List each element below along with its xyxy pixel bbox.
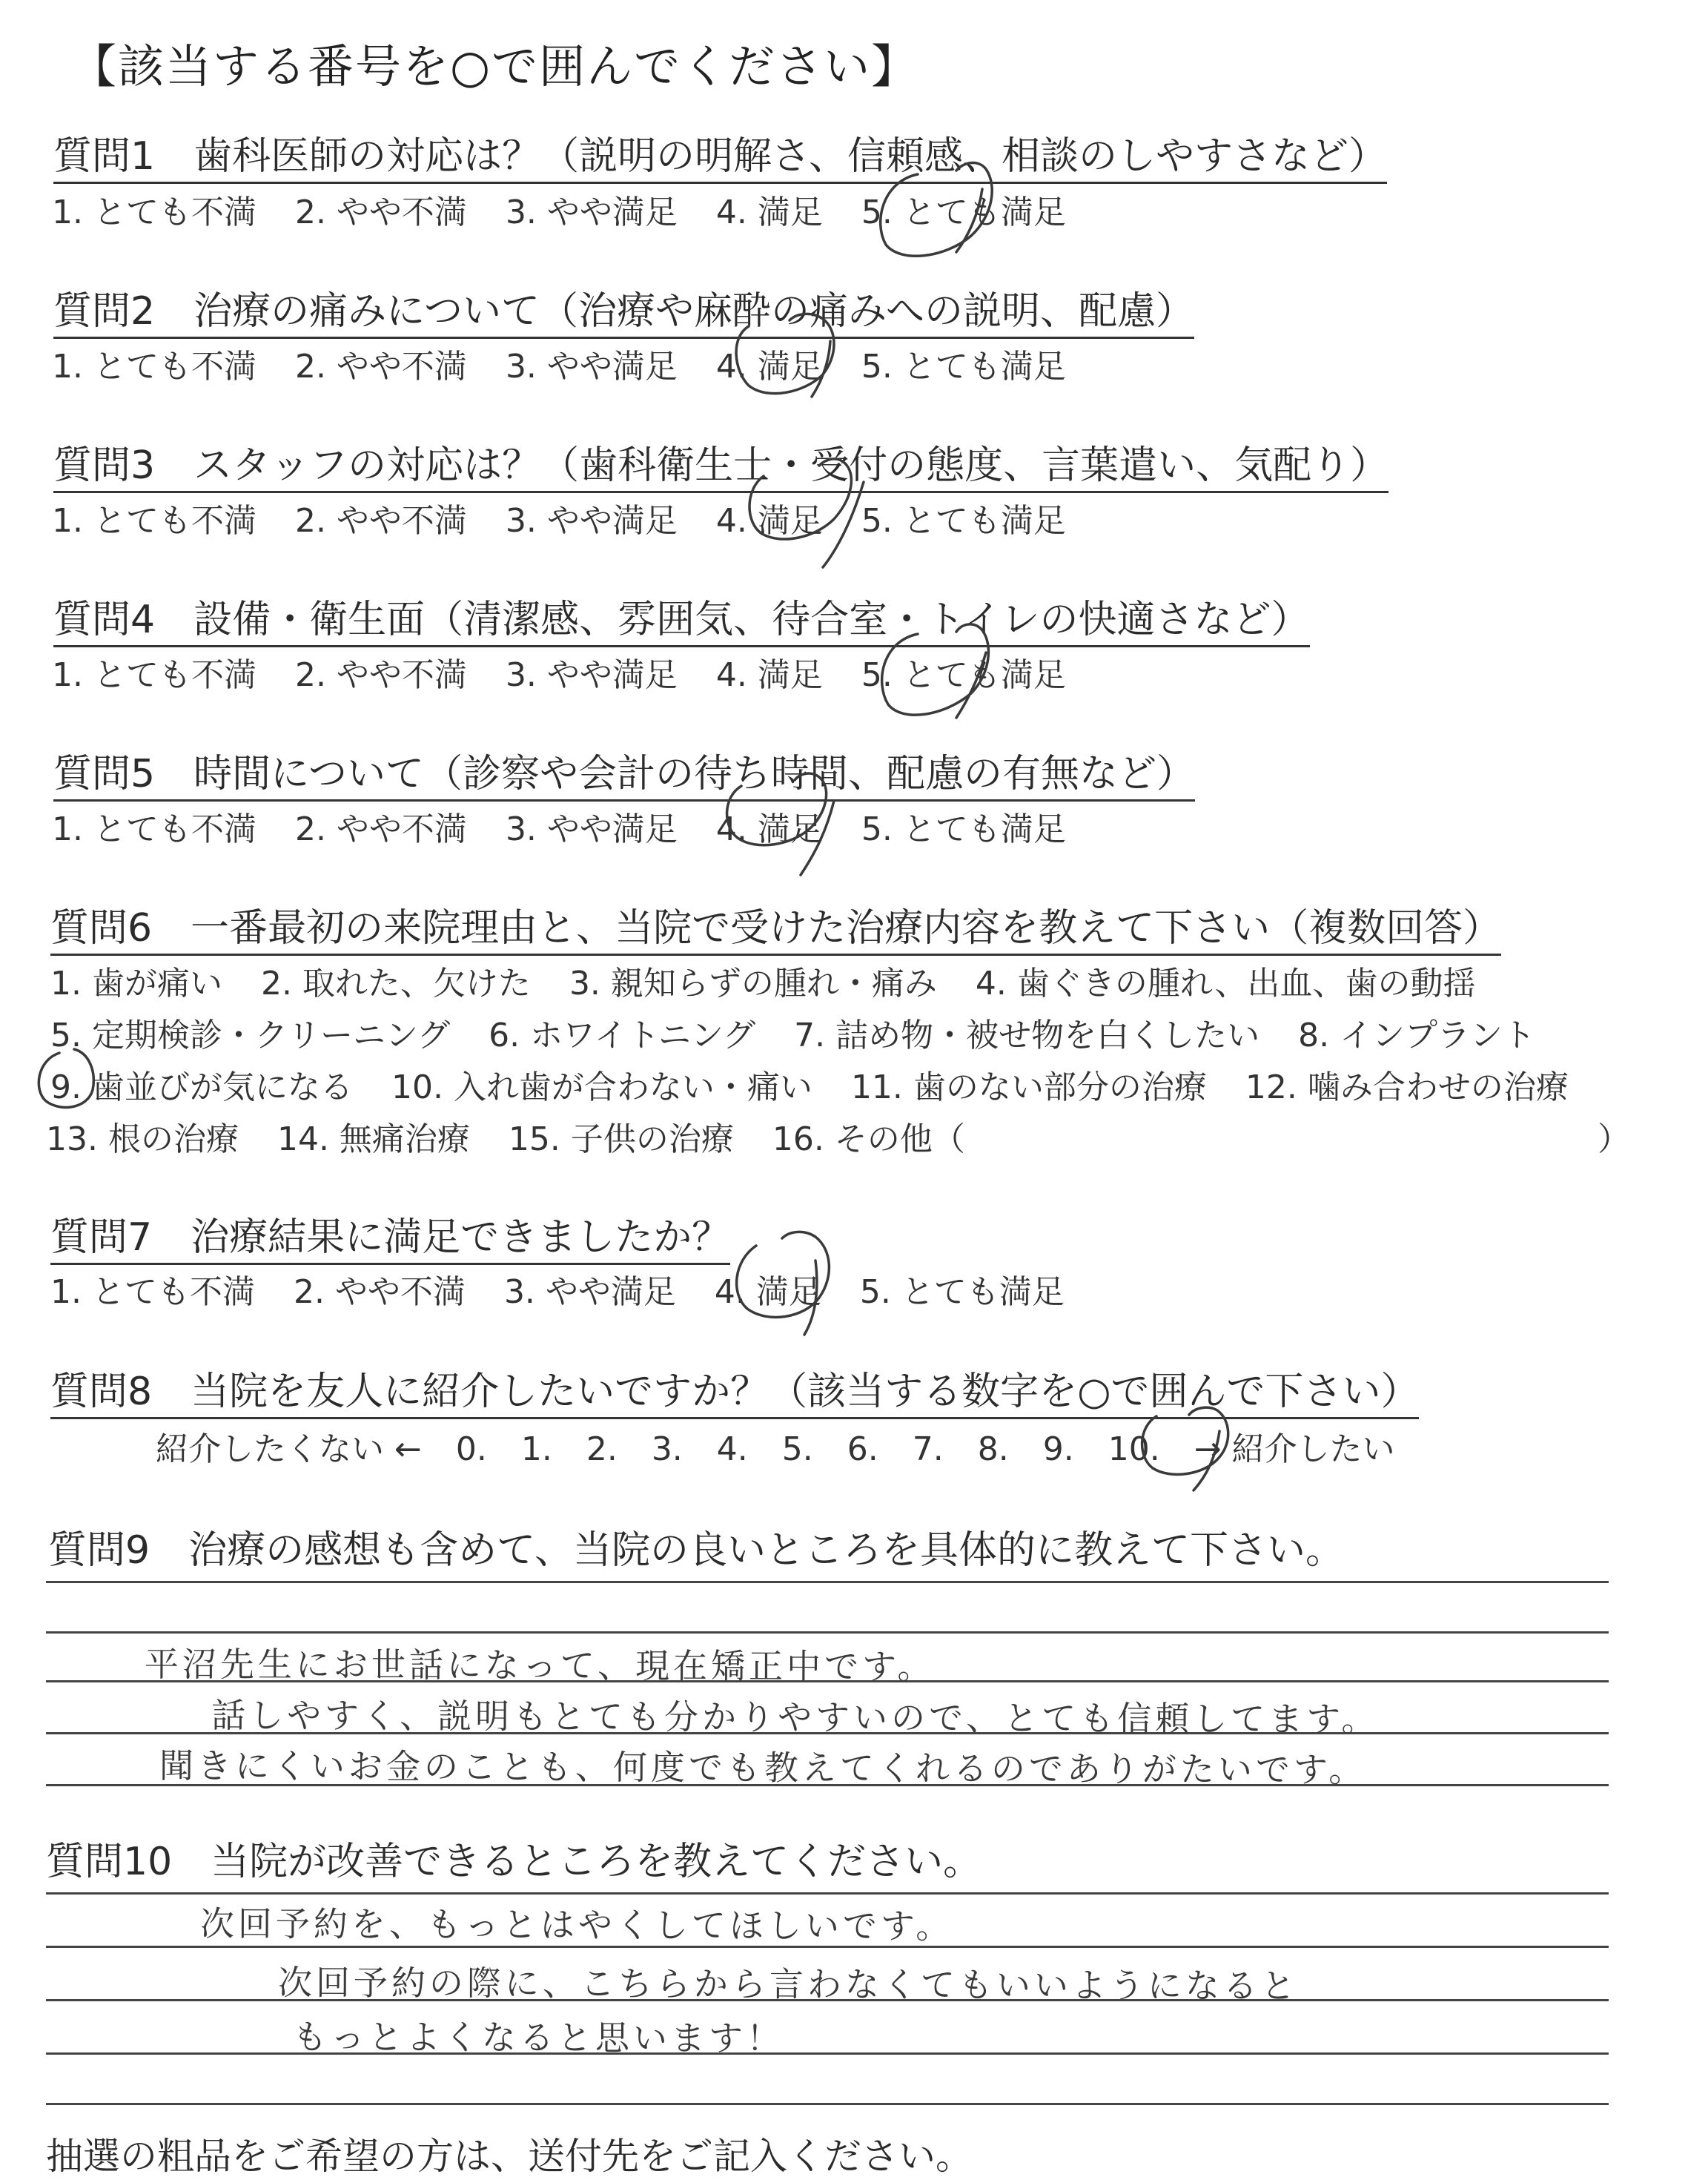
q3-option-4[interactable]: 4. 満足: [715, 502, 823, 540]
q8-value-7[interactable]: 7.: [912, 1430, 944, 1468]
q8-value-10[interactable]: 10.: [1108, 1430, 1160, 1468]
q10-answer-line-1[interactable]: 次回予約を、もっとはやくしてほしいです。: [199, 1903, 954, 1946]
form-header: 【該当する番号を○で囲んでください】: [70, 39, 919, 93]
q8-value-5[interactable]: 5.: [781, 1430, 813, 1468]
q6-option-13[interactable]: 13. 根の治療: [46, 1120, 239, 1158]
q3-options: [52, 494, 1105, 541]
q10-answer-rule-5: [46, 2103, 1609, 2105]
q8-value-1[interactable]: 1.: [520, 1430, 552, 1468]
q4-title: 質問4 設備・衛生面（清潔感、雰囲気、待合室・トイレの快適さなど）: [53, 588, 1310, 647]
q4-option-4[interactable]: 4. 満足: [715, 656, 823, 694]
q2-option-5[interactable]: 5. とても満足: [861, 348, 1066, 386]
q6-option-8[interactable]: 8. インプラント: [1298, 1017, 1536, 1054]
q2-option-4[interactable]: 4. 満足: [715, 348, 823, 386]
q8-value-6[interactable]: 6.: [847, 1430, 878, 1468]
q5-option-2[interactable]: 2. やや不満: [294, 810, 467, 848]
q10-answer-rule-1: [46, 1892, 1609, 1895]
q1-option-2[interactable]: 2. やや不満: [294, 194, 467, 231]
q8-value-3[interactable]: 3.: [651, 1430, 683, 1468]
q8-title: 質問8 当院を友人に紹介したいですか？（該当する数字を○で囲んで下さい）: [50, 1360, 1419, 1419]
q4-option-5[interactable]: 5. とても満足: [861, 656, 1066, 694]
q7-option-2[interactable]: 2. やや不満: [293, 1273, 466, 1311]
q8-value-8[interactable]: 8.: [977, 1430, 1009, 1468]
q6-option-1[interactable]: 1. 歯が痛い: [50, 965, 222, 1003]
q6-option-16[interactable]: 16. その他（: [772, 1120, 965, 1158]
q5-title: 質問5 時間について（診察や会計の待ち時間、配慮の有無など）: [53, 742, 1195, 802]
q6-row-2: [50, 1008, 1574, 1056]
q1-option-4[interactable]: 4. 満足: [715, 194, 823, 231]
q6-option-6[interactable]: 6. ホワイトニング: [489, 1017, 756, 1054]
q6-option-7[interactable]: 7. 詰め物・被せ物を白くしたい: [794, 1017, 1260, 1054]
q6-title: 質問6 一番最初の来院理由と、当院で受けた治療内容を教えて下さい（複数回答）: [50, 896, 1501, 956]
q9-answer-line-3[interactable]: 聞きにくいお金のことも、何度でも教えてくれるのでありがたいです。: [159, 1745, 1367, 1790]
q2-option-3[interactable]: 3. やや満足: [505, 348, 678, 386]
q2-option-1[interactable]: 1. とても不満: [52, 348, 256, 386]
q8-value-9[interactable]: 9.: [1042, 1430, 1074, 1468]
q5-option-3[interactable]: 3. やや満足: [505, 810, 678, 848]
q1-option-3[interactable]: 3. やや満足: [505, 194, 678, 231]
q8-right-label: → 紹介したい: [1194, 1430, 1395, 1468]
q3-option-2[interactable]: 2. やや不満: [294, 502, 467, 540]
q7-option-1[interactable]: 1. とても不満: [50, 1273, 255, 1311]
q6-option-4[interactable]: 4. 歯ぐきの腫れ、出血、歯の動揺: [975, 965, 1476, 1003]
q6-option-3[interactable]: 3. 親知らずの腫れ・痛み: [569, 965, 937, 1003]
q3-option-1[interactable]: 1. とても不満: [52, 502, 256, 540]
q6-option-11[interactable]: 11. 歯のない部分の治療: [850, 1068, 1207, 1106]
q6-option-15[interactable]: 15. 子供の治療: [508, 1120, 734, 1158]
q4-option-1[interactable]: 1. とても不満: [52, 656, 256, 694]
q7-option-4[interactable]: 4. 満足: [714, 1273, 821, 1311]
q6-row-3: [50, 1060, 1607, 1108]
q6-option-9[interactable]: 9. 歯並びが気になる: [50, 1068, 353, 1106]
q2-title: 質問2 治療の痛みについて（治療や麻酔の痛みへの説明、配慮）: [53, 280, 1194, 339]
q8-value-4[interactable]: 4.: [716, 1430, 748, 1468]
q4-option-3[interactable]: 3. やや満足: [505, 656, 678, 694]
q4-options: [52, 648, 1105, 696]
q10-answer-rule-4: [46, 2052, 1609, 2055]
q6-row-1: [50, 957, 1515, 1004]
q7-options: [50, 1265, 1103, 1312]
q6-row-4: [46, 1112, 1004, 1160]
q2-options: [52, 340, 1105, 387]
q9-title: 質問9 治療の感想も含めて、当院の良いところを具体的に教えて下さい。: [48, 1528, 1345, 1573]
q6-option-14[interactable]: 14. 無痛治療: [277, 1120, 470, 1158]
q2-option-2[interactable]: 2. やや不満: [294, 348, 467, 386]
q6-option-12[interactable]: 12. 噛み合わせの治療: [1245, 1068, 1569, 1106]
q8-scale: [156, 1422, 1429, 1470]
q10-title: 質問10 当院が改善できるところを教えてください。: [46, 1840, 982, 1884]
q3-title: 質問3 スタッフの対応は？（歯科衛生士・受付の態度、言葉遣い、気配り）: [53, 434, 1388, 493]
q9-answer-rule-2: [46, 1631, 1609, 1634]
q4-option-2[interactable]: 2. やや不満: [294, 656, 467, 694]
q3-option-3[interactable]: 3. やや満足: [505, 502, 678, 540]
q5-options: [52, 802, 1105, 850]
q8-left-label: 紹介したくない ←: [156, 1430, 422, 1468]
footer-note: 抽選の粗品をご希望の方は、送付先をご記入ください。: [46, 2135, 973, 2178]
q5-option-4[interactable]: 4. 満足: [715, 810, 823, 848]
q8-value-2[interactable]: 2.: [586, 1430, 618, 1468]
q1-option-5[interactable]: 5. とても満足: [861, 194, 1066, 231]
q7-option-3[interactable]: 3. やや満足: [503, 1273, 676, 1311]
q6-option-5[interactable]: 5. 定期検診・クリーニング: [50, 1017, 451, 1054]
q1-option-1[interactable]: 1. とても不満: [52, 194, 256, 231]
q6-option-2[interactable]: 2. 取れた、欠けた: [260, 965, 531, 1003]
q1-title: 質問1 歯科医師の対応は？（説明の明解さ、信頼感、相談のしやすさなど）: [53, 125, 1387, 184]
q8-value-0[interactable]: 0.: [455, 1430, 487, 1468]
q1-options: [52, 185, 1105, 233]
q9-answer-line-2[interactable]: 話しやすく、説明もとても分かりやすいので、とても信頼してます。: [211, 1695, 1380, 1740]
q10-answer-line-2[interactable]: 次回予約の際に、こちらから言わなくてもいいようになると: [277, 1962, 1300, 2006]
q6-other-close: ）: [1598, 1120, 1630, 1158]
q5-option-1[interactable]: 1. とても不満: [52, 810, 256, 848]
q7-title: 質問7 治療結果に満足できましたか？: [50, 1206, 730, 1265]
q10-answer-line-3[interactable]: もっとよくなると思います！: [292, 2016, 785, 2059]
q9-answer-rule-1: [46, 1581, 1609, 1583]
q3-option-5[interactable]: 5. とても満足: [861, 502, 1066, 540]
q9-answer-line-1[interactable]: 平沼先生にお世話になって、現在矯正中です。: [144, 1644, 936, 1687]
q5-option-5[interactable]: 5. とても満足: [861, 810, 1066, 848]
q6-option-10[interactable]: 10. 入れ歯が合わない・痛い: [391, 1068, 812, 1106]
q7-option-5[interactable]: 5. とても満足: [859, 1273, 1065, 1311]
